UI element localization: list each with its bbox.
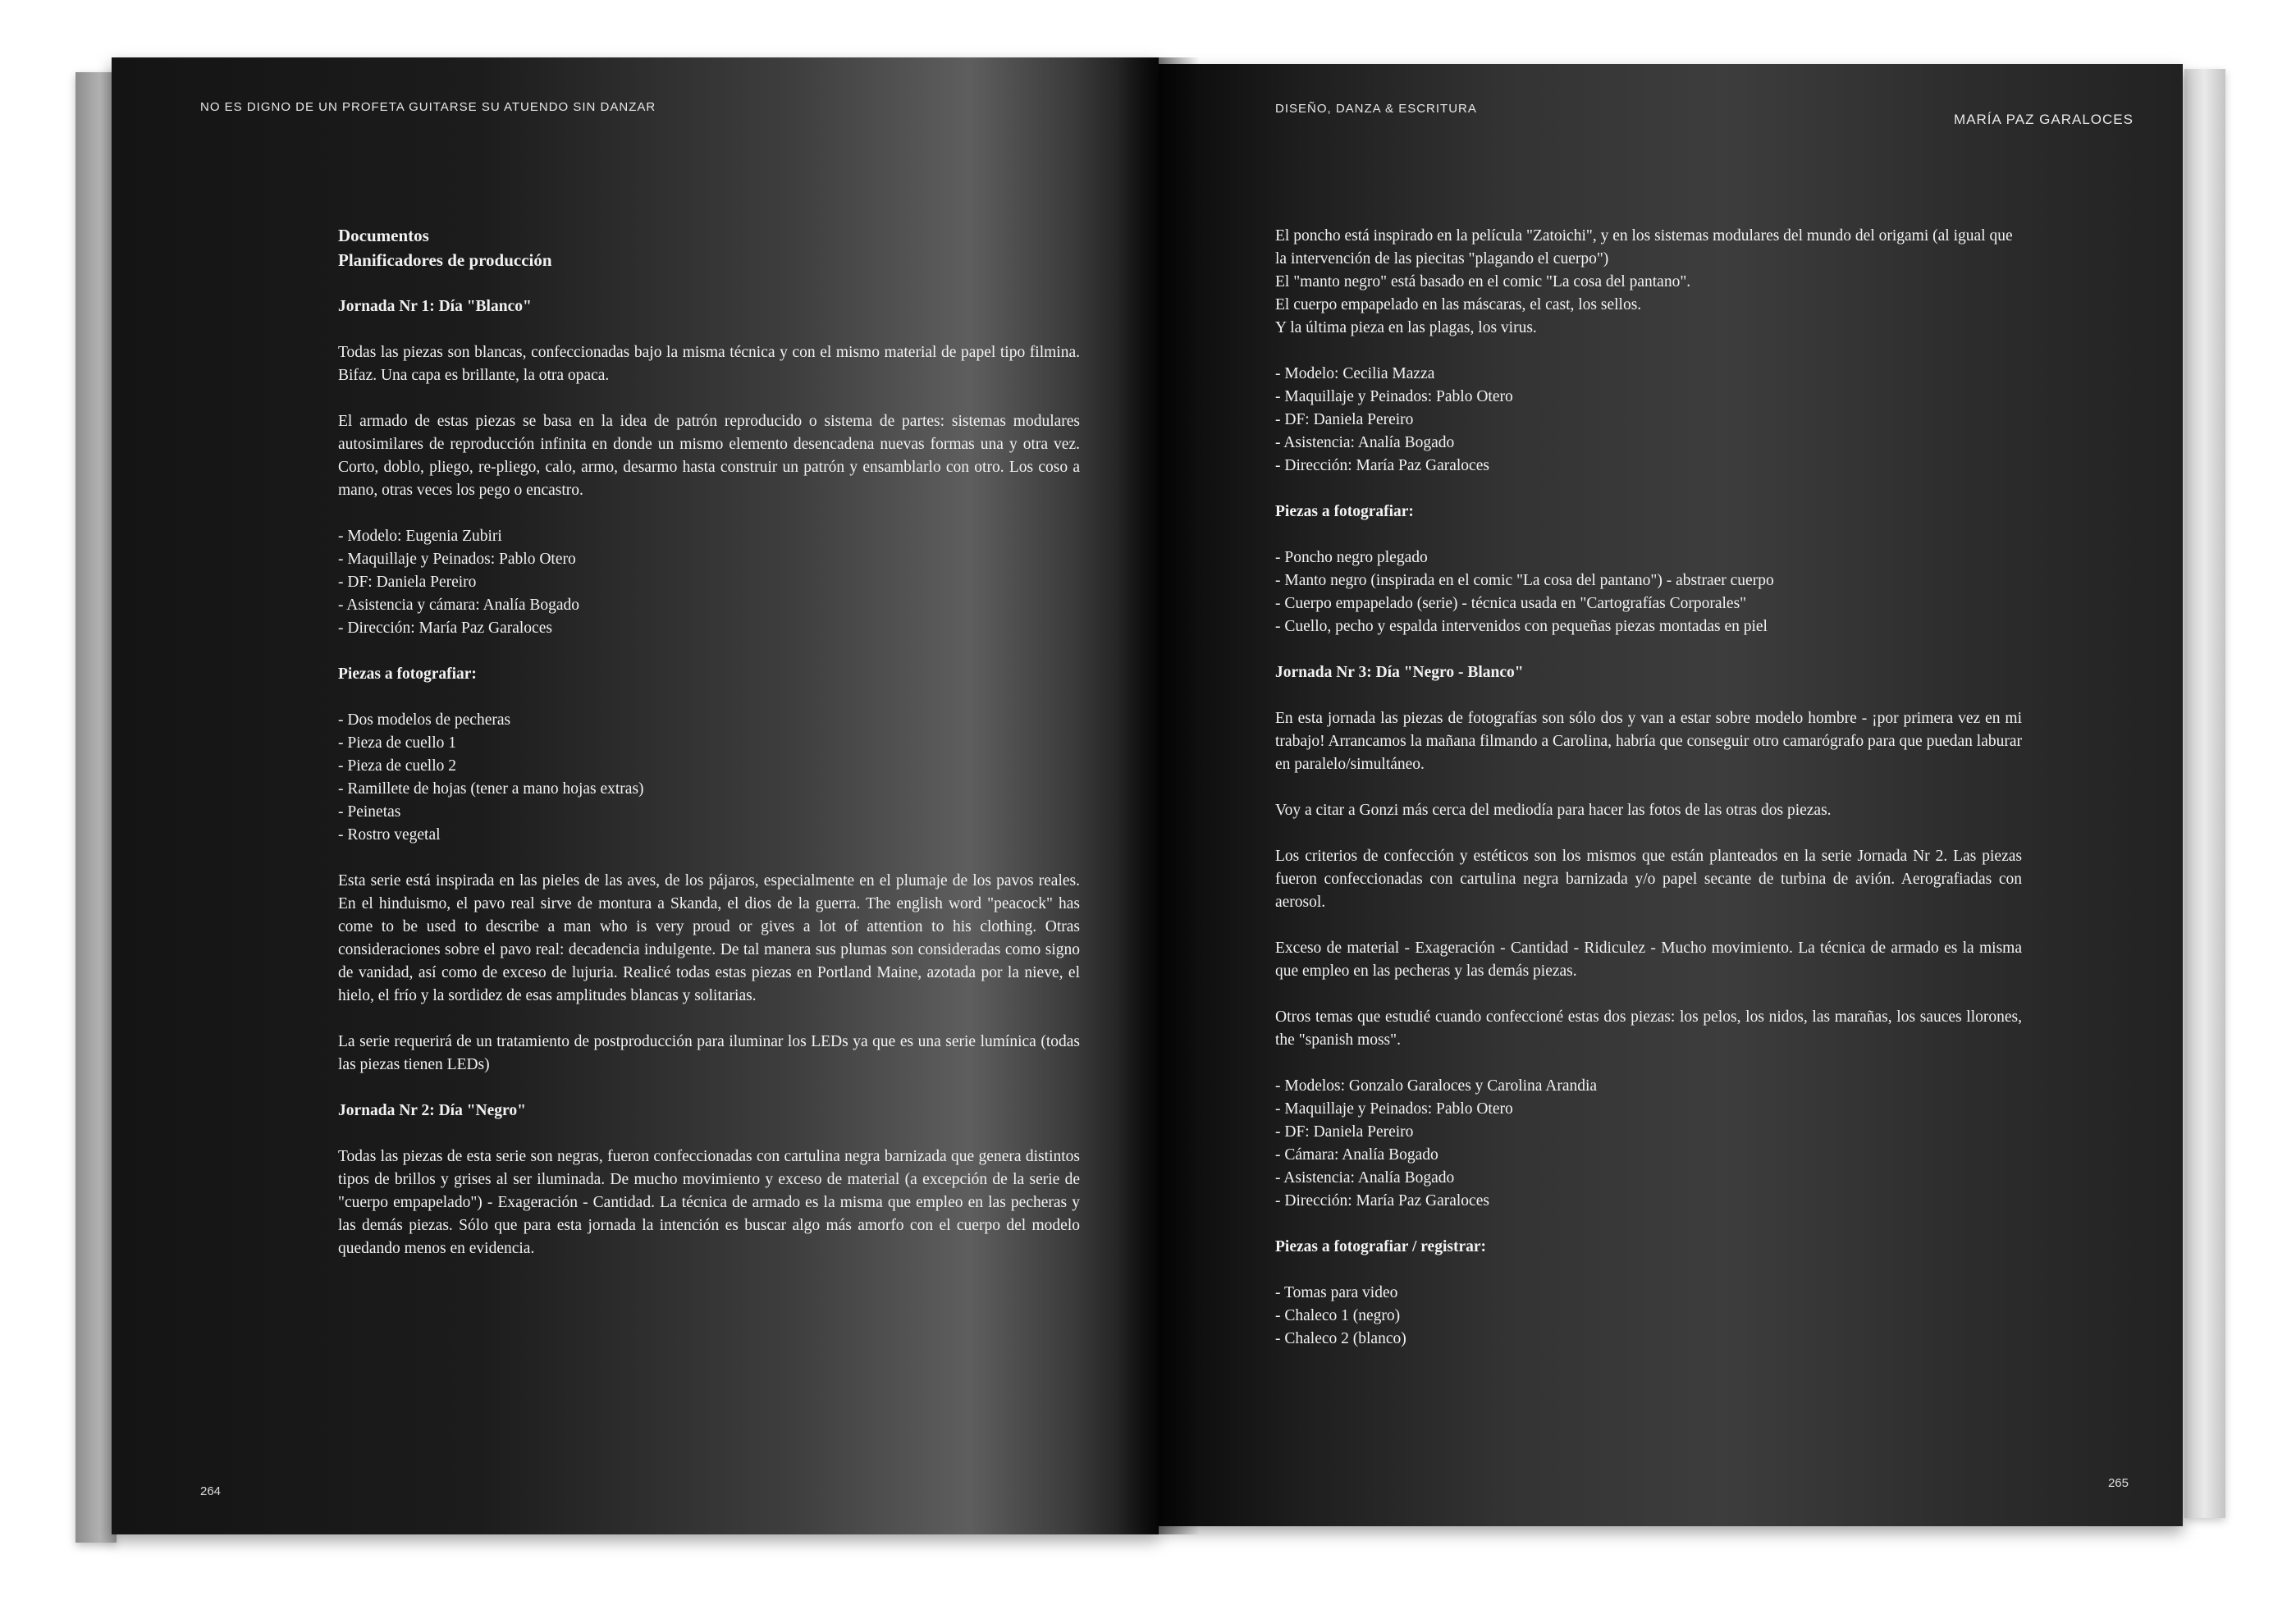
title-line-2: Planificadores de producción bbox=[338, 250, 552, 270]
credit-line: - Maquillaje y Peinados: Pablo Otero bbox=[338, 551, 576, 568]
left-running-head: NO ES DIGNO DE UN PROFETA GUITARSE SU ATUENDO SIN DANZAR bbox=[200, 100, 656, 114]
jornada3-pieces-heading: Piezas a fotografiar / registrar: bbox=[1275, 1238, 1487, 1255]
right-page-body bbox=[1275, 225, 2022, 1374]
jornada1-pieces-list bbox=[338, 709, 1080, 847]
credit-line: - DF: Daniela Pereiro bbox=[1275, 1123, 1414, 1141]
credit-line: - Dirección: María Paz Garaloces bbox=[338, 620, 552, 637]
jornada3-credits bbox=[1275, 1075, 2022, 1213]
jornada1-paragraph-1: Todas las piezas son blancas, confeccionadas bajo la misma técnica y con el mismo material de papel tipo filmina. Bifaz. Una capa es brillante, la otra opaca. bbox=[338, 344, 1080, 384]
jornada3-paragraph-5: Otros temas que estudié cuando confeccioné estas dos piezas: los pelos, los nidos, las marañas, los sauces llorones, the "spanish moss". bbox=[1275, 1008, 2022, 1049]
jornada2-credits bbox=[1275, 363, 2022, 478]
jornada2-paragraph-1: Todas las piezas de esta serie son negras, fueron confeccionadas con cartulina negra barnizada que genera distintos tipos de brillos y grises al ser iluminada. De mucho movimiento y exceso de material (a excepción de la serie de "cuerpo empapelado") - Exageración - Cantidad. La técnica de armado es la misma que empleo en las pecheras y las demás piezas. Sólo que para esta jornada la intención es buscar algo más amorfo con el cuerpo del modelo quedando menos en evidencia. bbox=[338, 1148, 1080, 1257]
jornada1-paragraph-4: La serie requerirá de un tratamiento de postproducción para iluminar los LEDs ya que es una serie lumínica (todas las piezas tienen LEDs) bbox=[338, 1033, 1080, 1073]
piece-item: - Peinetas bbox=[338, 803, 401, 821]
credit-line: - Asistencia y cámara: Analía Bogado bbox=[338, 597, 580, 614]
right-running-head: DISEÑO, DANZA & ESCRITURA bbox=[1275, 102, 1477, 116]
credit-line: - Maquillaje y Peinados: Pablo Otero bbox=[1275, 388, 1513, 405]
intro-line: El "manto negro" está basado en el comic "La cosa del pantano". bbox=[1275, 273, 1691, 290]
piece-item: - Cuello, pecho y espalda intervenidos con pequeñas piezas montadas en piel bbox=[1275, 618, 1768, 635]
jornada1-credits bbox=[338, 525, 1080, 640]
piece-item: - Chaleco 1 (negro) bbox=[1275, 1307, 1401, 1324]
jornada1-paragraph-2: El armado de estas piezas se basa en la idea de patrón reproducido o sistema de partes: sistemas modulares autosimilares de reproducción infinita en donde un mismo elemento desencadena nuevas formas una y otra vez. Corto, doblo, pliego, re-pliego, calo, armo, desarmo hasta construir un patrón y ensamblarlo con otro. Los coso a mano, otras veces los pego o encastro. bbox=[338, 413, 1080, 499]
intro-line: El cuerpo empapelado en las máscaras, el cast, los sellos. bbox=[1275, 296, 1642, 313]
jornada3-pieces-list bbox=[1275, 1282, 2022, 1351]
piece-item: - Ramillete de hojas (tener a mano hojas extras) bbox=[338, 780, 644, 798]
piece-item: - Tomas para video bbox=[1275, 1284, 1398, 1301]
piece-item: - Cuerpo empapelado (serie) - técnica usada en "Cartografías Corporales" bbox=[1275, 595, 1747, 612]
credit-line: - Dirección: María Paz Garaloces bbox=[1275, 457, 1489, 474]
jornada3-heading: Jornada Nr 3: Día "Negro - Blanco" bbox=[1275, 664, 1524, 681]
right-page bbox=[1159, 64, 2183, 1526]
credit-line: - DF: Daniela Pereiro bbox=[338, 574, 477, 591]
piece-item: - Poncho negro plegado bbox=[1275, 549, 1428, 566]
jornada2-heading: Jornada Nr 2: Día "Negro" bbox=[338, 1102, 526, 1119]
credit-line: - Asistencia: Analía Bogado bbox=[1275, 434, 1455, 451]
piece-item: - Dos modelos de pecheras bbox=[338, 711, 511, 729]
left-page bbox=[112, 57, 1159, 1534]
jornada3-paragraph-3: Los criterios de confección y estéticos son los mismos que están planteados en la serie Jornada Nr 2. Las piezas fueron confeccionadas con cartulina negra barnizada y/o papel secante de turbina de avión. Aerografiadas con aerosol. bbox=[1275, 848, 2022, 911]
jornada1-pieces-heading: Piezas a fotografiar: bbox=[338, 665, 477, 683]
open-book bbox=[75, 57, 2225, 1543]
right-page-number: 265 bbox=[2107, 1476, 2129, 1490]
jornada3-paragraph-4: Exceso de material - Exageración - Cantidad - Ridiculez - Mucho movimiento. La técnica de armado es la misma que empleo en las pecheras y las demás piezas. bbox=[1275, 940, 2022, 980]
piece-item: - Chaleco 2 (blanco) bbox=[1275, 1330, 1406, 1347]
left-page-body bbox=[338, 223, 1080, 1283]
credit-line: - Dirección: María Paz Garaloces bbox=[1275, 1192, 1489, 1209]
left-page-number: 264 bbox=[200, 1484, 222, 1498]
intro-line: Y la última pieza en las plagas, los virus. bbox=[1275, 319, 1537, 336]
credit-line: - Asistencia: Analía Bogado bbox=[1275, 1169, 1455, 1187]
intro-notes bbox=[1275, 225, 2022, 340]
jornada3-paragraph-2: Voy a citar a Gonzi más cerca del mediodía para hacer las fotos de las otras dos piezas. bbox=[1275, 802, 1832, 819]
piece-item: - Pieza de cuello 1 bbox=[338, 734, 457, 752]
credit-line: - DF: Daniela Pereiro bbox=[1275, 411, 1414, 428]
jornada1-paragraph-3: Esta serie está inspirada en las pieles de las aves, de los pájaros, especialmente en el plumaje de los pavos reales. En el hinduismo, el pavo real sirve de montura a Skanda, el dios de la guerra. The english word "peacock" has come to be used to describe a man who is very proud or gives a lot of attention to his clothing. Otras consideraciones sobre el pavo real: decadencia indulgente. De tal manera sus plumas son consideradas como signo de vanidad, así como de exceso de lujuria. Realicé todas estas piezas en Portland Maine, azotada por la nieve, el hielo, el frío y la sordidez de esas amplitudes blancas y solitarias. bbox=[338, 872, 1080, 1004]
left-page-edge bbox=[75, 72, 117, 1543]
piece-item: - Rostro vegetal bbox=[338, 826, 441, 844]
credit-line: - Maquillaje y Peinados: Pablo Otero bbox=[1275, 1100, 1513, 1118]
credit-line: - Modelo: Cecilia Mazza bbox=[1275, 365, 1435, 382]
piece-item: - Manto negro (inspirada en el comic "La cosa del pantano") - abstraer cuerpo bbox=[1275, 572, 1774, 589]
jornada1-heading: Jornada Nr 1: Día "Blanco" bbox=[338, 298, 532, 315]
jornada3-paragraph-1: En esta jornada las piezas de fotografías son sólo dos y van a estar sobre modelo hombre - ¡por primera vez en mi trabajo! Arrancamos la mañana filmando a Carolina, habría que conseguir otro camarógrafo para que puedan laburar en paralelo/simultáneo. bbox=[1275, 710, 2022, 773]
title-line-1: Documentos bbox=[338, 226, 429, 245]
document-title bbox=[338, 223, 1080, 272]
intro-line: El poncho está inspirado en la película "Zatoichi", y en los sistemas modulares del mundo del origami (al igual que la intervención de las piecitas "plagando el cuerpo") bbox=[1275, 227, 2013, 268]
credit-line: - Modelo: Eugenia Zubiri bbox=[338, 528, 502, 545]
jornada2-pieces-heading: Piezas a fotografiar: bbox=[1275, 503, 1414, 520]
author-name: MARÍA PAZ GARALOCES bbox=[1954, 112, 2134, 127]
jornada2-pieces-list bbox=[1275, 546, 2022, 638]
credit-line: - Cámara: Analía Bogado bbox=[1275, 1146, 1438, 1164]
piece-item: - Pieza de cuello 2 bbox=[338, 757, 457, 775]
right-page-edge bbox=[2184, 69, 2225, 1518]
credit-line: - Modelos: Gonzalo Garaloces y Carolina Arandia bbox=[1275, 1077, 1598, 1095]
